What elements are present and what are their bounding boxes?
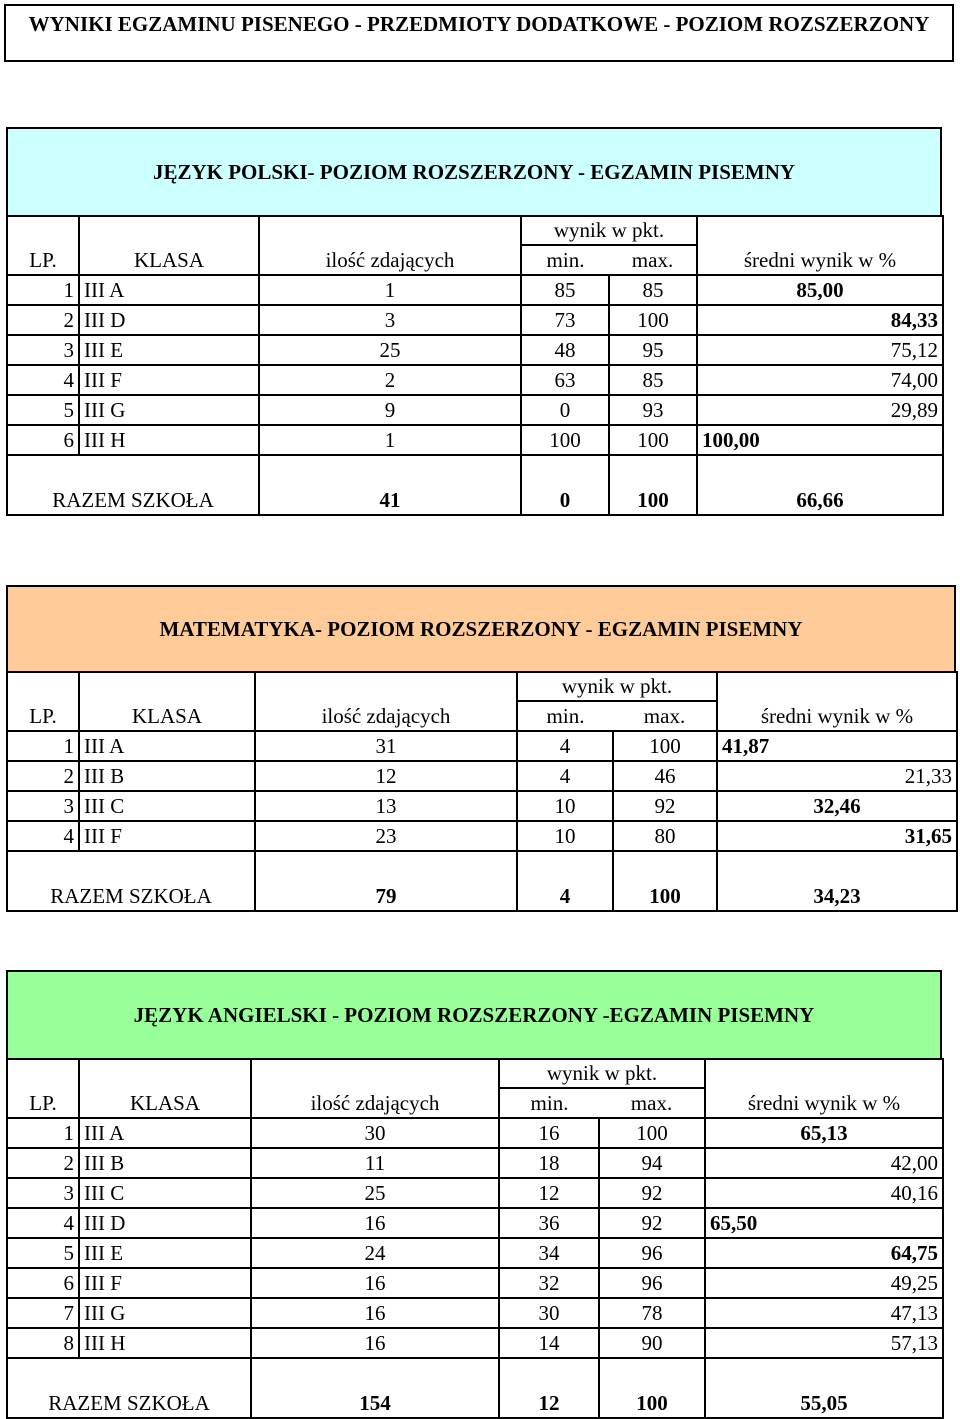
table-row — [7, 275, 943, 305]
cell-sredni: 29,89 — [697, 395, 943, 425]
header-min: min. — [499, 1088, 599, 1118]
cell-klasa: III E — [79, 1238, 251, 1268]
header-cell-empty — [7, 215, 79, 245]
cell-max: 100 — [613, 731, 717, 761]
cell-ilosc: 1 — [259, 425, 521, 455]
table-row — [7, 365, 943, 395]
cell-min: 18 — [499, 1148, 599, 1178]
cell-sredni: 21,33 — [717, 761, 957, 791]
table-row — [7, 1328, 943, 1358]
results-table-angielski — [6, 1058, 944, 1419]
total-ilosc: 154 — [251, 1358, 499, 1418]
header-wynik: wynik w pkt. — [517, 671, 717, 701]
cell-lp: 2 — [7, 761, 79, 791]
cell-lp: 5 — [7, 1238, 79, 1268]
header-max: max. — [609, 245, 697, 275]
cell-klasa: III B — [79, 1148, 251, 1178]
header-wynik: wynik w pkt. — [521, 215, 697, 245]
cell-max: 94 — [599, 1148, 705, 1178]
cell-klasa: III F — [79, 1268, 251, 1298]
cell-min: 14 — [499, 1328, 599, 1358]
header-klasa: KLASA — [79, 1088, 251, 1118]
section-title-matematyka: MATEMATYKA- POZIOM ROZSZERZONY - EGZAMIN PISEMNY — [159, 616, 803, 641]
cell-lp: 4 — [7, 821, 79, 851]
cell-ilosc: 2 — [259, 365, 521, 395]
cell-max: 93 — [609, 395, 697, 425]
cell-lp: 5 — [7, 395, 79, 425]
total-label: RAZEM SZKOŁA — [7, 851, 255, 911]
cell-max: 92 — [613, 791, 717, 821]
cell-max: 95 — [609, 335, 697, 365]
cell-sredni: 31,65 — [717, 821, 957, 851]
total-ilosc: 41 — [259, 455, 521, 515]
cell-min: 63 — [521, 365, 609, 395]
table-row — [7, 1208, 943, 1238]
cell-lp: 3 — [7, 791, 79, 821]
cell-ilosc: 30 — [251, 1118, 499, 1148]
cell-max: 90 — [599, 1328, 705, 1358]
header-min: min. — [517, 701, 613, 731]
table-row — [7, 791, 957, 821]
total-ilosc: 79 — [255, 851, 517, 911]
header-lp: LP. — [7, 245, 79, 275]
section-title-polski: JĘZYK POLSKI- POZIOM ROZSZERZONY - EGZAMIN PISEMNY — [152, 159, 796, 184]
cell-sredni: 49,25 — [705, 1268, 943, 1298]
cell-ilosc: 24 — [251, 1238, 499, 1268]
total-sredni: 34,23 — [717, 851, 957, 911]
results-table-polski — [6, 215, 944, 516]
cell-lp: 2 — [7, 305, 79, 335]
cell-lp: 6 — [7, 1268, 79, 1298]
total-max: 100 — [599, 1358, 705, 1418]
table-row — [7, 1118, 943, 1148]
cell-lp: 6 — [7, 425, 79, 455]
cell-min: 85 — [521, 275, 609, 305]
results-table-matematyka — [6, 671, 958, 912]
cell-min: 73 — [521, 305, 609, 335]
cell-lp: 3 — [7, 1178, 79, 1208]
cell-sredni: 47,13 — [705, 1298, 943, 1328]
cell-min: 4 — [517, 731, 613, 761]
cell-klasa: III A — [79, 1118, 251, 1148]
table-row — [7, 731, 957, 761]
cell-lp: 1 — [7, 731, 79, 761]
table-row — [7, 335, 943, 365]
cell-sredni: 42,00 — [705, 1148, 943, 1178]
cell-lp: 3 — [7, 335, 79, 365]
header-ilosc: ilość zdających — [251, 1088, 499, 1118]
cell-ilosc: 16 — [251, 1328, 499, 1358]
cell-min: 4 — [517, 761, 613, 791]
cell-sredni: 85,00 — [697, 275, 943, 305]
total-row — [7, 455, 943, 515]
cell-ilosc: 3 — [259, 305, 521, 335]
cell-max: 100 — [609, 305, 697, 335]
cell-max: 85 — [609, 365, 697, 395]
cell-min: 30 — [499, 1298, 599, 1328]
header-min: min. — [521, 245, 609, 275]
cell-ilosc: 1 — [259, 275, 521, 305]
cell-klasa: III A — [79, 731, 255, 761]
total-sredni: 66,66 — [697, 455, 943, 515]
cell-klasa: III G — [79, 395, 259, 425]
cell-max: 96 — [599, 1268, 705, 1298]
cell-lp: 1 — [7, 1118, 79, 1148]
cell-klasa: III E — [79, 335, 259, 365]
cell-klasa: III H — [79, 425, 259, 455]
total-max: 100 — [609, 455, 697, 515]
total-min: 4 — [517, 851, 613, 911]
header-sredni: średni wynik w % — [705, 1088, 943, 1118]
cell-klasa: III G — [79, 1298, 251, 1328]
cell-ilosc: 25 — [251, 1178, 499, 1208]
header-lp: LP. — [7, 1088, 79, 1118]
cell-klasa: III B — [79, 761, 255, 791]
page-title: WYNIKI EGZAMINU PISENEGO - PRZEDMIOTY DODATKOWE - POZIOM ROZSZERZONY — [4, 4, 954, 62]
cell-klasa: III C — [79, 1178, 251, 1208]
cell-sredni: 64,75 — [705, 1238, 943, 1268]
header-sredni: średni wynik w % — [697, 245, 943, 275]
total-sredni: 55,05 — [705, 1358, 943, 1418]
section-header-angielski — [6, 970, 942, 1060]
cell-max: 80 — [613, 821, 717, 851]
cell-ilosc: 16 — [251, 1298, 499, 1328]
cell-max: 92 — [599, 1208, 705, 1238]
total-label: RAZEM SZKOŁA — [7, 455, 259, 515]
table-row — [7, 1148, 943, 1178]
cell-lp: 2 — [7, 1148, 79, 1178]
section-header-matematyka — [6, 585, 956, 673]
cell-lp: 4 — [7, 365, 79, 395]
cell-ilosc: 13 — [255, 791, 517, 821]
cell-klasa: III F — [79, 821, 255, 851]
cell-max: 46 — [613, 761, 717, 791]
cell-klasa: III D — [79, 305, 259, 335]
header-max: max. — [613, 701, 717, 731]
cell-sredni: 65,13 — [705, 1118, 943, 1148]
table-row — [7, 305, 943, 335]
cell-sredni: 75,12 — [697, 335, 943, 365]
cell-ilosc: 11 — [251, 1148, 499, 1178]
cell-lp: 8 — [7, 1328, 79, 1358]
cell-ilosc: 25 — [259, 335, 521, 365]
cell-sredni: 65,50 — [705, 1208, 943, 1238]
cell-ilosc: 16 — [251, 1208, 499, 1238]
section-title-angielski: JĘZYK ANGIELSKI - POZIOM ROZSZERZONY -EGZAMIN PISEMNY — [133, 1002, 815, 1027]
table-row — [7, 1238, 943, 1268]
header-max: max. — [599, 1088, 705, 1118]
cell-min: 16 — [499, 1118, 599, 1148]
table-row — [7, 821, 957, 851]
cell-ilosc: 9 — [259, 395, 521, 425]
header-klasa: KLASA — [79, 245, 259, 275]
cell-sredni: 74,00 — [697, 365, 943, 395]
cell-sredni: 100,00 — [697, 425, 943, 455]
section-header-polski — [6, 127, 942, 217]
cell-klasa: III H — [79, 1328, 251, 1358]
cell-sredni: 40,16 — [705, 1178, 943, 1208]
header-ilosc: ilość zdających — [255, 701, 517, 731]
cell-max: 100 — [609, 425, 697, 455]
cell-min: 0 — [521, 395, 609, 425]
total-min: 12 — [499, 1358, 599, 1418]
cell-min: 100 — [521, 425, 609, 455]
cell-min: 34 — [499, 1238, 599, 1268]
cell-min: 10 — [517, 821, 613, 851]
table-row — [7, 395, 943, 425]
cell-ilosc: 16 — [251, 1268, 499, 1298]
cell-min: 10 — [517, 791, 613, 821]
cell-klasa: III D — [79, 1208, 251, 1238]
table-row — [7, 761, 957, 791]
cell-klasa: III C — [79, 791, 255, 821]
header-ilosc: ilość zdających — [259, 245, 521, 275]
cell-sredni: 57,13 — [705, 1328, 943, 1358]
total-label: RAZEM SZKOŁA — [7, 1358, 251, 1418]
table-row — [7, 1298, 943, 1328]
header-klasa: KLASA — [79, 701, 255, 731]
table-row — [7, 1178, 943, 1208]
total-max: 100 — [613, 851, 717, 911]
cell-ilosc: 12 — [255, 761, 517, 791]
cell-klasa: III F — [79, 365, 259, 395]
header-wynik: wynik w pkt. — [499, 1058, 705, 1088]
cell-sredni: 84,33 — [697, 305, 943, 335]
header-lp: LP. — [7, 701, 79, 731]
cell-min: 12 — [499, 1178, 599, 1208]
cell-max: 92 — [599, 1178, 705, 1208]
cell-min: 48 — [521, 335, 609, 365]
cell-ilosc: 31 — [255, 731, 517, 761]
table-row — [7, 425, 943, 455]
cell-min: 32 — [499, 1268, 599, 1298]
cell-max: 85 — [609, 275, 697, 305]
cell-lp: 1 — [7, 275, 79, 305]
cell-lp: 4 — [7, 1208, 79, 1238]
cell-max: 100 — [599, 1118, 705, 1148]
cell-ilosc: 23 — [255, 821, 517, 851]
cell-lp: 7 — [7, 1298, 79, 1328]
total-row — [7, 1358, 943, 1418]
total-row — [7, 851, 957, 911]
cell-sredni: 32,46 — [717, 791, 957, 821]
cell-max: 96 — [599, 1238, 705, 1268]
total-min: 0 — [521, 455, 609, 515]
cell-sredni: 41,87 — [717, 731, 957, 761]
cell-max: 78 — [599, 1298, 705, 1328]
header-sredni: średni wynik w % — [717, 701, 957, 731]
cell-klasa: III A — [79, 275, 259, 305]
cell-min: 36 — [499, 1208, 599, 1238]
table-row — [7, 1268, 943, 1298]
